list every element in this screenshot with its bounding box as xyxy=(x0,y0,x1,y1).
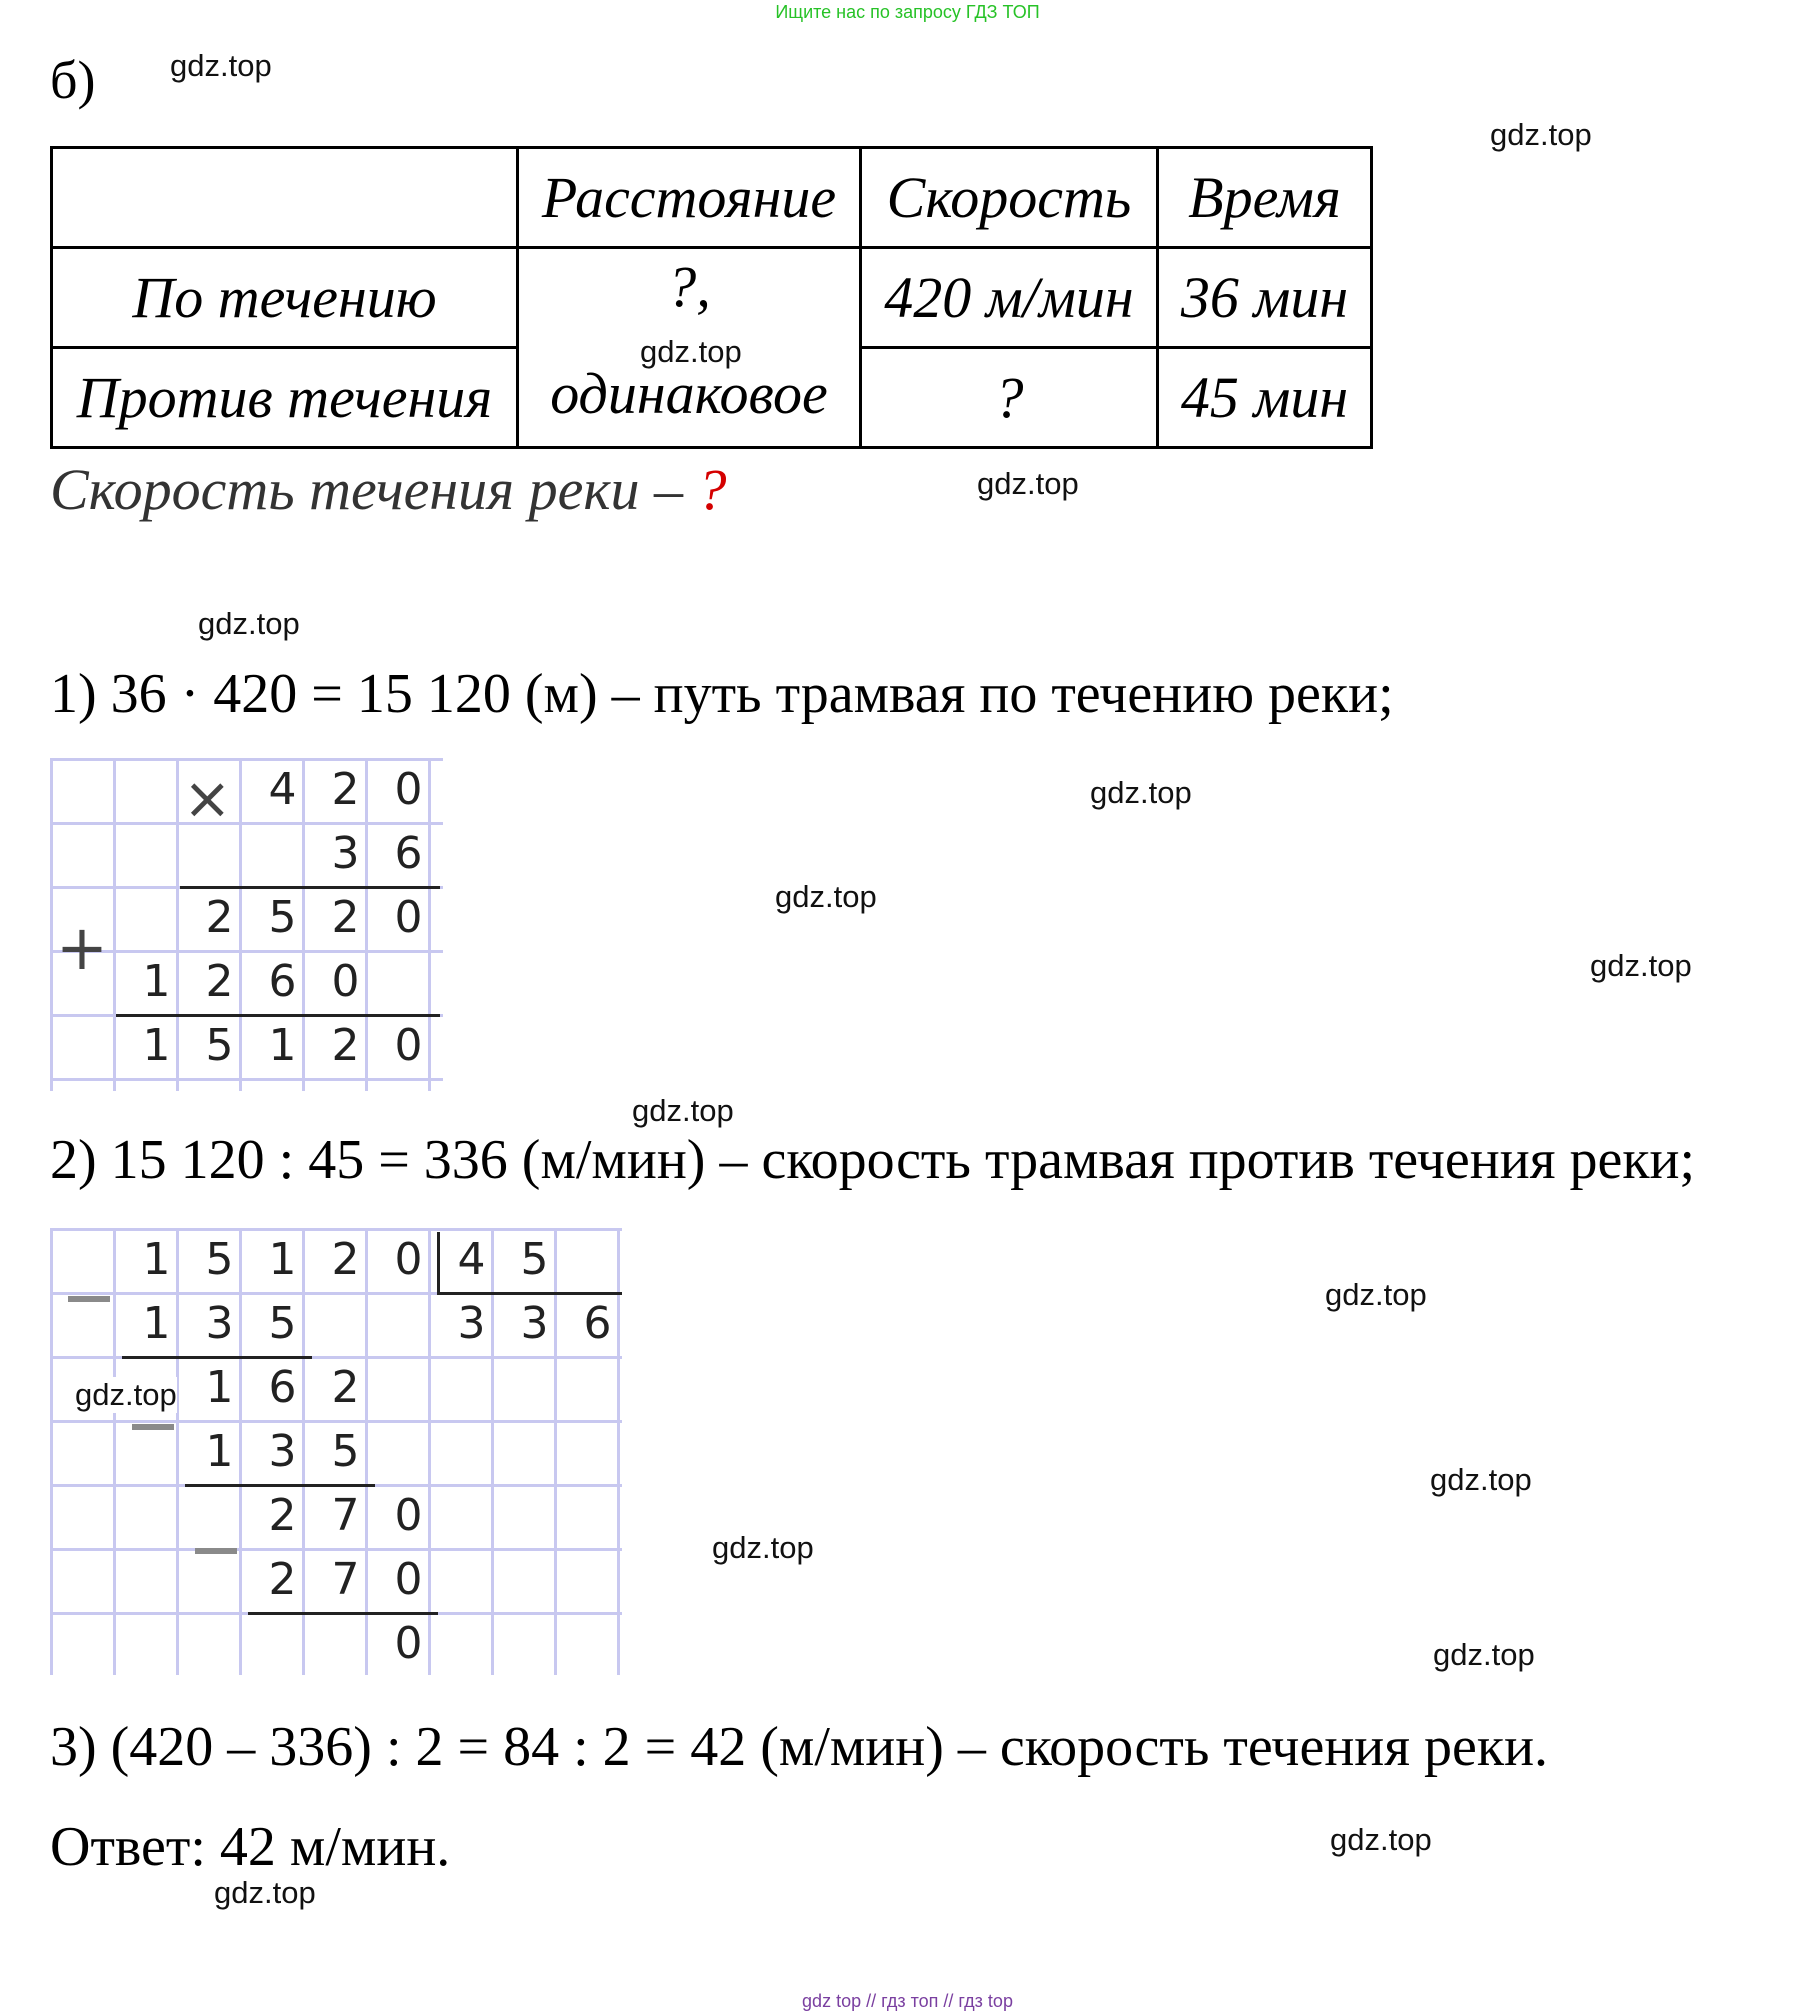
mult-digit: 0 xyxy=(394,1020,423,1071)
row-label-upstream: Против течения xyxy=(52,348,518,448)
watermark: gdz.top xyxy=(712,1530,814,1565)
given-table xyxy=(50,146,1373,449)
div-digit: 1 xyxy=(142,1298,171,1349)
div-digit: 2 xyxy=(268,1490,297,1541)
mult-digit: 0 xyxy=(331,956,360,1007)
mult-digit: 2 xyxy=(205,956,234,1007)
quotient-digit: 6 xyxy=(583,1298,612,1349)
header-speed: Скорость xyxy=(861,148,1158,248)
step-3: 3) (420 – 336) : 2 = 84 : 2 = 42 (м/мин) – скорость течения реки. xyxy=(50,1716,1549,1778)
minus-sign-icon xyxy=(195,1548,237,1554)
table-header-row xyxy=(52,148,1372,248)
div-digit: 6 xyxy=(268,1362,297,1413)
mult-digit: 2 xyxy=(331,892,360,943)
top-banner[interactable]: Ищите нас по запросу ГДЗ ТОП xyxy=(775,2,1040,22)
mult-digit: 5 xyxy=(205,1020,234,1071)
div-digit: 3 xyxy=(205,1298,234,1349)
header-empty xyxy=(52,148,518,248)
div-digit: 1 xyxy=(142,1234,171,1285)
header-time: Время xyxy=(1158,148,1372,248)
question-mark: ? xyxy=(697,457,727,522)
watermark: gdz.top xyxy=(1590,948,1692,983)
div-digit: 3 xyxy=(268,1426,297,1477)
time-downstream: 36 мин xyxy=(1158,248,1372,348)
footer-links[interactable]: gdz top // гдз топ // гдз top xyxy=(802,1991,1013,2011)
answer: Ответ: 42 м/мин. xyxy=(50,1816,451,1878)
div-digit: 0 xyxy=(394,1490,423,1541)
speed-upstream: ? xyxy=(861,348,1158,448)
mult-digit: 6 xyxy=(394,828,423,879)
watermark: gdz.top xyxy=(640,334,742,369)
quotient-digit: 3 xyxy=(457,1298,486,1349)
mult-digit: 0 xyxy=(394,764,423,815)
speed-downstream: 420 м/мин xyxy=(861,248,1158,348)
watermark: gdz.top xyxy=(1433,1637,1535,1672)
div-digit: 7 xyxy=(331,1490,360,1541)
watermark: gdz.top xyxy=(1325,1277,1427,1312)
div-digit: 5 xyxy=(268,1298,297,1349)
minus-sign-icon xyxy=(68,1296,110,1302)
watermark: gdz.top xyxy=(1090,775,1192,810)
row-label-downstream: По течению xyxy=(52,248,518,348)
mult-digit: 5 xyxy=(268,892,297,943)
division-grid xyxy=(50,1228,622,1675)
watermark: gdz.top xyxy=(75,1377,177,1412)
watermark: gdz.top xyxy=(775,879,877,914)
watermark: gdz.top xyxy=(1430,1462,1532,1497)
mult-digit: 0 xyxy=(394,892,423,943)
part-label: б) xyxy=(50,50,96,110)
divisor-digit: 5 xyxy=(520,1234,549,1285)
distance-value: одинаковое xyxy=(550,361,828,426)
div-digit: 0 xyxy=(394,1618,423,1669)
mult-digit: 2 xyxy=(331,764,360,815)
watermark: gdz.top xyxy=(632,1093,734,1128)
div-digit: 1 xyxy=(205,1426,234,1477)
div-digit: 2 xyxy=(331,1234,360,1285)
mult-digit: 2 xyxy=(205,892,234,943)
header-distance: Расстояние xyxy=(518,148,861,248)
watermark: gdz.top xyxy=(1490,117,1592,152)
watermark: gdz.top xyxy=(1330,1822,1432,1857)
distance-question: ?, xyxy=(667,254,711,319)
divisor-digit: 4 xyxy=(457,1234,486,1285)
step-2: 2) 15 120 : 45 = 336 (м/мин) – скорость трамвая против течения реки; xyxy=(50,1129,1696,1191)
div-digit: 0 xyxy=(394,1234,423,1285)
multiplication-grid xyxy=(50,758,443,1091)
table-row-downstream xyxy=(52,248,1372,348)
time-upstream: 45 мин xyxy=(1158,348,1372,448)
step-1: 1) 36 · 420 = 15 120 (м) – путь трамвая по течению реки; xyxy=(50,663,1394,725)
div-digit: 2 xyxy=(331,1362,360,1413)
quotient-digit: 3 xyxy=(520,1298,549,1349)
div-digit: 1 xyxy=(205,1362,234,1413)
mult-digit: 2 xyxy=(331,1020,360,1071)
mult-digit: 6 xyxy=(268,956,297,1007)
watermark: gdz.top xyxy=(198,606,300,641)
div-digit: 7 xyxy=(331,1554,360,1605)
watermark: gdz.top xyxy=(170,48,272,83)
minus-sign-icon xyxy=(132,1424,174,1430)
div-digit: 0 xyxy=(394,1554,423,1605)
div-digit: 5 xyxy=(205,1234,234,1285)
multiply-sign-icon: × xyxy=(183,764,232,832)
div-digit: 2 xyxy=(268,1554,297,1605)
mult-digit: 1 xyxy=(142,956,171,1007)
mult-digit: 3 xyxy=(331,828,360,879)
div-digit: 5 xyxy=(331,1426,360,1477)
watermark: gdz.top xyxy=(977,466,1079,501)
mult-digit: 4 xyxy=(268,764,297,815)
mult-digit: 1 xyxy=(142,1020,171,1071)
mult-digit: 1 xyxy=(268,1020,297,1071)
plus-sign-icon: + xyxy=(56,911,108,984)
watermark: gdz.top xyxy=(214,1875,316,1910)
div-digit: 1 xyxy=(268,1234,297,1285)
question-text: Скорость течения реки – xyxy=(50,457,698,522)
problem-question xyxy=(50,458,727,522)
